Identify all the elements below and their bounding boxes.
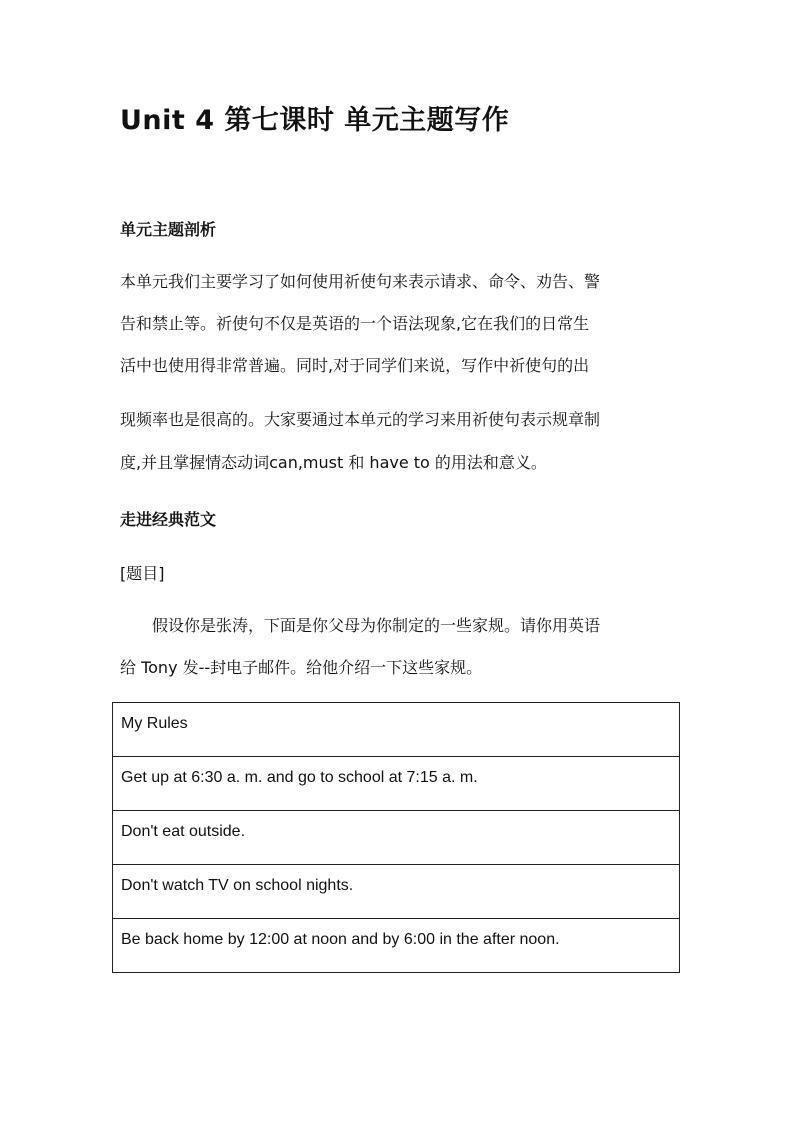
- rule-cell: Don't eat outside.: [113, 811, 680, 865]
- paragraph-line: 告和禁止等。祈使句不仅是英语的一个语法现象,它在我们的日常生: [120, 314, 590, 333]
- paragraph-line: 现频率也是很高的。大家要通过本单元的学习来用祈使句表示规章制: [120, 410, 601, 429]
- table-row: [113, 811, 680, 865]
- paragraph-line: 本单元我们主要学习了如何使用祈使句来表示请求、命令、劝告、警: [120, 272, 601, 291]
- rule-cell: Get up at 6:30 a. m. and go to school at 7:15 a. m.: [113, 757, 680, 811]
- paragraph-line: 活中也使用得非常普遍。同时,对于同学们来说，写作中祈使句的出: [120, 356, 590, 375]
- document-title: Unit 4 第七课时 单元主题写作: [120, 105, 510, 136]
- table-row: [113, 865, 680, 919]
- table-row: [113, 919, 680, 973]
- table-row: [113, 703, 680, 757]
- prompt-line: 给 Tony 发--封电子邮件。给他介绍一下这些家规。: [120, 658, 483, 677]
- prompt-line: 假设你是张涛，下面是你父母为你制定的一些家规。请你用英语: [152, 616, 601, 635]
- paragraph-line: 度,并且掌握情态动词can,must 和 have to 的用法和意义。: [120, 453, 547, 472]
- section-heading-analysis: 单元主题剖析: [120, 220, 217, 239]
- rules-table-header: My Rules: [113, 703, 680, 757]
- section-heading-model-essay: 走进经典范文: [120, 510, 217, 529]
- table-row: [113, 757, 680, 811]
- rules-table: [112, 702, 680, 973]
- topic-label: [题目]: [120, 564, 165, 583]
- rule-cell: Don't watch TV on school nights.: [113, 865, 680, 919]
- rule-cell: Be back home by 12:00 at noon and by 6:00 in the after noon.: [113, 919, 680, 973]
